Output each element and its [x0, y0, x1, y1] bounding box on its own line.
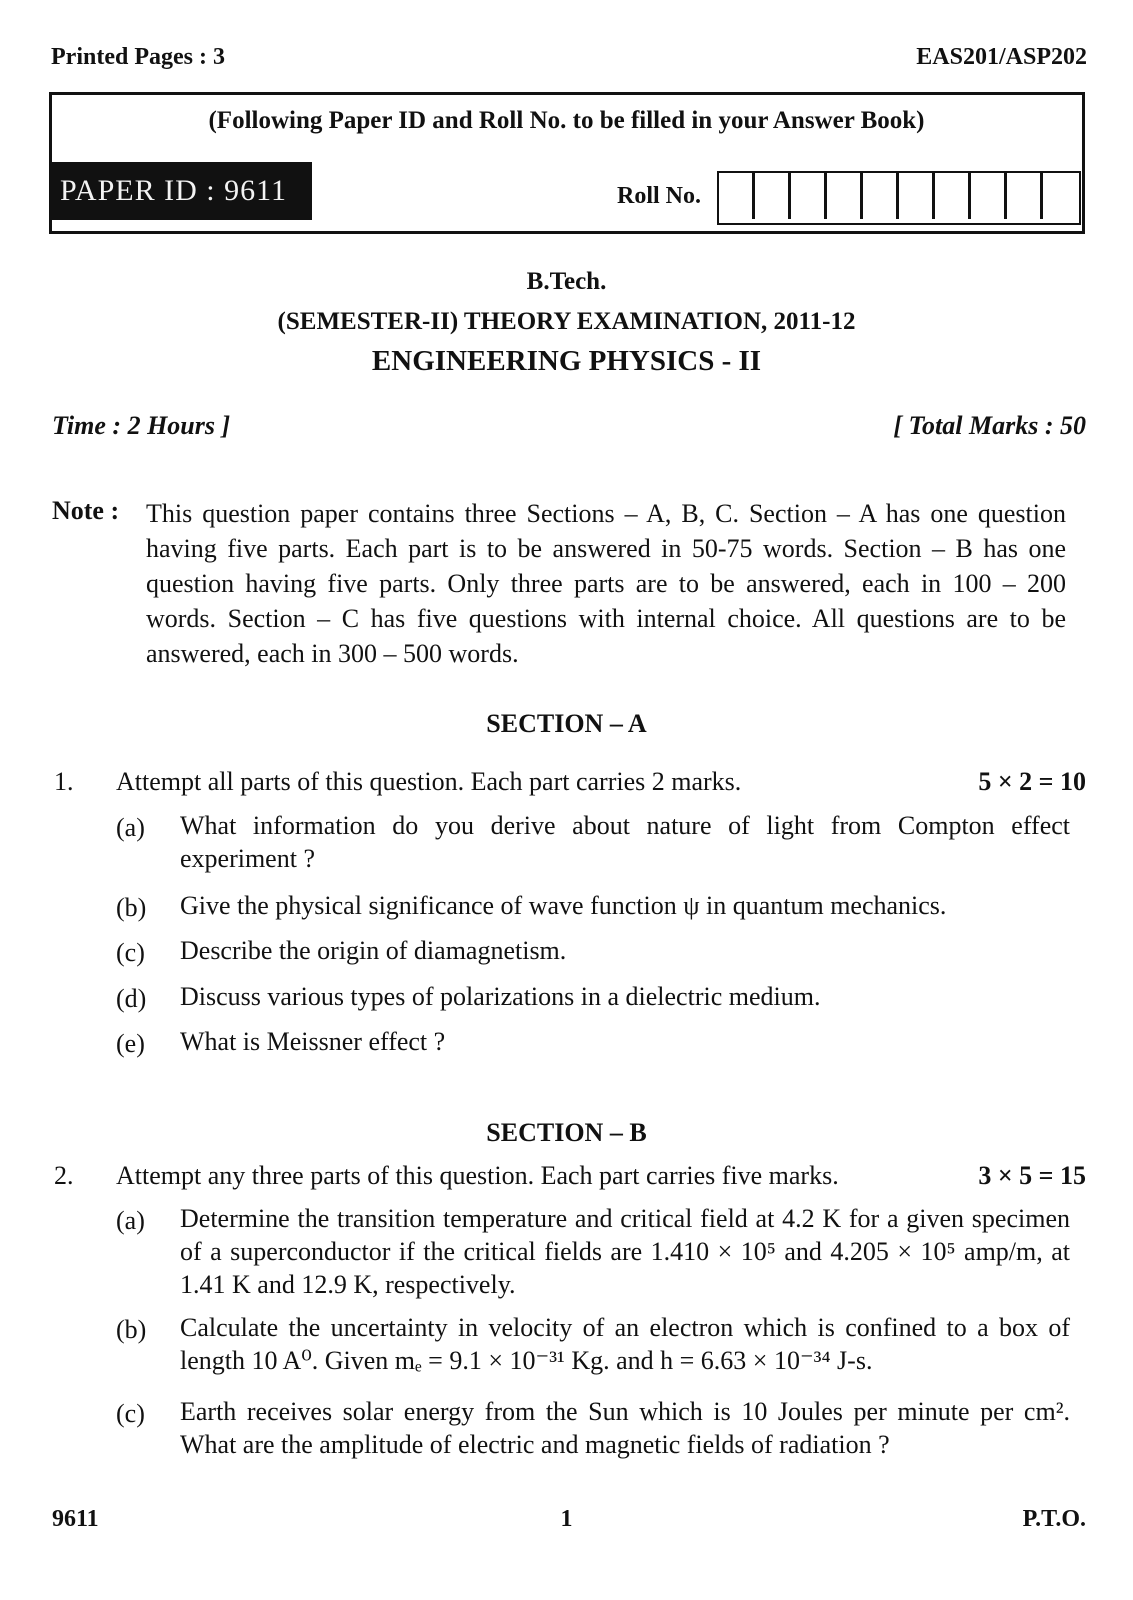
roll-cell[interactable] — [863, 173, 899, 219]
question-text: Attempt any three parts of this question. Each part carries five marks. — [116, 1161, 839, 1190]
roll-number-label: Roll No. — [617, 183, 701, 209]
footer-paper-code: 9611 — [52, 1506, 99, 1532]
part-text: Discuss various types of polarizations in a dielectric medium. — [180, 982, 821, 1011]
part-label: (e) — [116, 1029, 145, 1058]
roll-cell[interactable] — [1043, 173, 1079, 219]
part-text: Determine the transition temperature and critical field at 4.2 K for a given specimen of a superconductor if the critical fields are 1.410 × 10⁵ and 4.205 × 10⁵ amp/m, at 1.41 K and 12.9 K, respectively. — [180, 1204, 1070, 1299]
roll-cell[interactable] — [899, 173, 935, 219]
total-marks: [ Total Marks : 50 — [893, 411, 1086, 440]
part-label: (c) — [116, 1399, 145, 1428]
printed-pages: Printed Pages : 3 — [51, 44, 225, 70]
exam-title: (SEMESTER-II) THEORY EXAMINATION, 2011-12 — [277, 308, 856, 335]
note-text: This question paper contains three Sections – A, B, C. Section – A has one question having five parts. Each part is to be answered in 50-75 words. Section – B has one question having five parts. Only three parts are to be answered, each in 100 – 200 words. Section – C has five questions with internal choice. All questions are to be answered, each in 300 – 500 words. — [146, 499, 1066, 668]
part-text: What information do you derive about nature of light from Compton effect experiment ? — [180, 811, 1070, 873]
answer-book-instruction: (Following Paper ID and Roll No. to be filled in your Answer Book) — [208, 107, 925, 134]
roll-cell[interactable] — [719, 173, 755, 219]
subject-code: EAS201/ASP202 — [916, 44, 1087, 70]
part-label: (d) — [116, 984, 147, 1013]
part-label: (b) — [116, 893, 147, 922]
roll-cell[interactable] — [971, 173, 1007, 219]
part-label: (c) — [116, 938, 145, 967]
part-text: Calculate the uncertainty in velocity of an electron which is confined to a box of length 10 A⁰. Given mₑ = 9.1 × 10⁻³¹ Kg. and h = 6.63 × 10⁻³⁴ J-s. — [180, 1313, 1070, 1375]
part-text: Describe the origin of diamagnetism. — [180, 936, 567, 965]
part-label: (b) — [116, 1315, 147, 1344]
roll-cell[interactable] — [791, 173, 827, 219]
part-text: What is Meissner effect ? — [180, 1027, 446, 1056]
roll-cell[interactable] — [935, 173, 971, 219]
exam-duration: Time : 2 Hours ] — [52, 411, 231, 440]
question-marks: 3 × 5 = 15 — [978, 1161, 1086, 1190]
subject-title: ENGINEERING PHYSICS - II — [371, 345, 762, 377]
part-text: Give the physical significance of wave function ψ in quantum mechanics. — [180, 891, 947, 920]
question-number: 1. — [54, 767, 74, 796]
paper-id: PAPER ID : 9611 — [52, 162, 312, 220]
part-label: (a) — [116, 1206, 145, 1235]
section-b-heading: SECTION – B — [486, 1118, 647, 1147]
roll-cell[interactable] — [827, 173, 863, 219]
question-text: Attempt all parts of this question. Each part carries 2 marks. — [116, 767, 742, 796]
question-marks: 5 × 2 = 10 — [978, 767, 1086, 796]
note-label: Note : — [52, 496, 120, 525]
section-a-heading: SECTION – A — [486, 709, 647, 738]
roll-number-boxes — [717, 171, 1081, 225]
question-number: 2. — [54, 1161, 74, 1190]
part-label: (a) — [116, 813, 145, 842]
page-number: 1 — [560, 1506, 573, 1532]
roll-cell[interactable] — [1007, 173, 1043, 219]
please-turn-over: P.T.O. — [1022, 1506, 1086, 1532]
part-text: Earth receives solar energy from the Sun which is 10 Joules per minute per cm². What are the amplitude of electric and magnetic fields of radiation ? — [180, 1397, 1070, 1459]
degree-title: B.Tech. — [526, 268, 607, 295]
roll-cell[interactable] — [755, 173, 791, 219]
